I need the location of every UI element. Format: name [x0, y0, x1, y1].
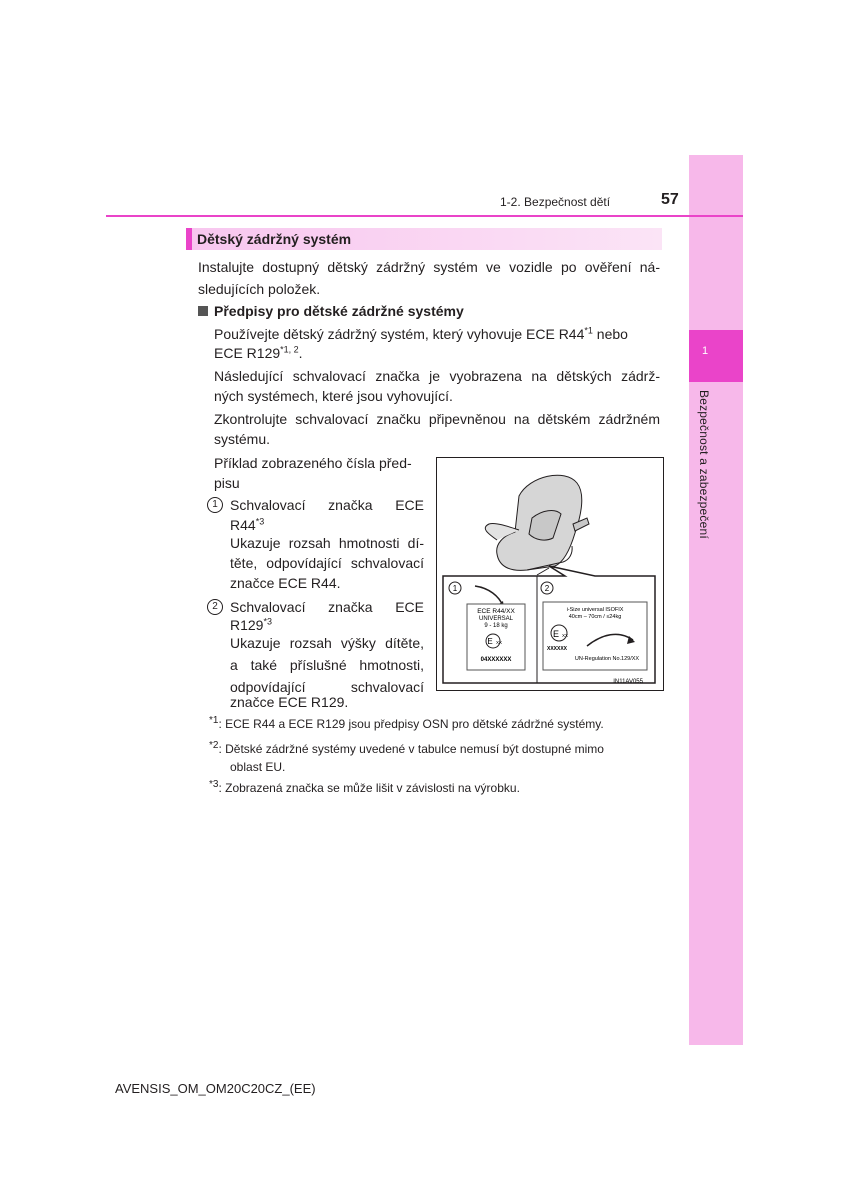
- child-seat-icon: [485, 475, 589, 570]
- item1-line-2: R44$^{*3}$: [230, 516, 265, 533]
- child-seat-illustration: [436, 457, 664, 691]
- illus-label1-code: 04XXXXXX: [480, 657, 512, 663]
- illus-label1-line2: UNIVERSAL: [478, 616, 514, 622]
- header-section-title: 1-2. Bezpečnost dětí: [500, 195, 611, 209]
- page-number: 57: [661, 191, 679, 208]
- footnote-2: $^{*2}$: Dětské zádržné systémy uvedené v tabulce nemusí být dostupné mimo: [209, 740, 604, 756]
- item2-line-2: R129$^{*3}$: [230, 616, 272, 633]
- child-seat-drawing: [437, 458, 663, 690]
- item1-desc-1: Ukazuje rozsah hmotnosti dí-: [230, 535, 424, 551]
- footnote-1: $^{*1}$: ECE R44 a ECE R129 jsou předpisy OSN pro dětské zádržné systémy.: [209, 715, 604, 731]
- illus-label1-line1: ECE R44/XX: [477, 608, 515, 615]
- footer-code: AVENSIS_OM_OM20C20CZ_(EE): [115, 1081, 316, 1096]
- para3-line-2: systému.: [214, 431, 271, 447]
- illus-label2-code: XXXXXX: [546, 646, 568, 652]
- illus-label2-e-sub: XX: [562, 633, 569, 638]
- item1-desc-3: značce ECE R44.: [230, 575, 341, 591]
- illus-label2-reg: UN-Regulation No.129/XX: [574, 656, 640, 662]
- example-label-line-2: pisu: [214, 475, 240, 491]
- para2-line-2: ných systémech, které jsou vyhovující.: [214, 388, 453, 404]
- item2-desc-1: Ukazuje rozsah výšky dítěte,: [230, 635, 424, 651]
- square-bullet-icon: [198, 306, 208, 316]
- item2-desc-3: odpovídající schvalovací: [230, 679, 424, 695]
- illus-label1-number: 1: [452, 584, 458, 593]
- footnote-3: $^{*3}$: Zobrazená značka se může lišit v závislosti na výrobku.: [209, 779, 520, 795]
- item2-number: 2: [207, 599, 223, 615]
- item1-line-1: Schvalovací značka ECE: [230, 497, 424, 513]
- item2-line-1: Schvalovací značka ECE: [230, 599, 424, 615]
- subheading: [198, 300, 464, 322]
- item1-number: 1: [207, 497, 223, 513]
- illus-label2-line2: 40cm – 70cm / ≤24kg: [568, 614, 622, 620]
- illus-label2-line1: i-Size universal ISOFIX: [566, 607, 624, 613]
- illus-label2-e-mark: E: [552, 629, 560, 639]
- illus-code: IN11AV055: [613, 679, 643, 685]
- item2-desc-2: a také příslušné hmotnosti,: [230, 657, 424, 673]
- intro-line-1: Instalujte dostupný dětský zádržný systém ve vozidle po ověření ná-: [198, 259, 660, 275]
- chapter-number: 1: [701, 345, 709, 357]
- intro-line-2: sledujících položek.: [198, 281, 321, 297]
- header-rule: [106, 215, 743, 217]
- item1-desc-2: těte, odpovídající schvalovací: [230, 555, 424, 571]
- example-label-line-1: Příklad zobrazeného čísla před-: [214, 455, 412, 471]
- item2-desc-4: značce ECE R129.: [230, 694, 349, 710]
- section-title: Dětský zádržný systém: [197, 231, 352, 247]
- chapter-side-tab: [689, 155, 743, 1045]
- illus-label2-number: 2: [544, 584, 550, 593]
- para2-line-1: Následující schvalovací značka je vyobrazena na dětských zádrž-: [214, 368, 660, 384]
- illus-label1-line3: 9 - 18 kg: [484, 623, 508, 629]
- illus-label1-e-sub: XX: [496, 640, 503, 645]
- section-title-marker: [186, 228, 192, 250]
- para3-line-1: Zkontrolujte schvalovací značku připevněnou na dětském zádržném: [214, 411, 660, 427]
- subheading-text: Předpisy pro dětské zádržné systémy: [214, 303, 464, 319]
- footnote-2-cont: oblast EU.: [230, 760, 286, 774]
- para1-line-2: ECE R129$^{*1, 2}$.: [214, 344, 303, 361]
- para1-line-1: Používejte dětský zádržný systém, který vyhovuje ECE R44$^{*1}$ nebo: [214, 325, 628, 342]
- illus-label1-e-mark: E: [487, 637, 493, 646]
- chapter-title: Bezpečnost a zabezpečení: [697, 390, 711, 539]
